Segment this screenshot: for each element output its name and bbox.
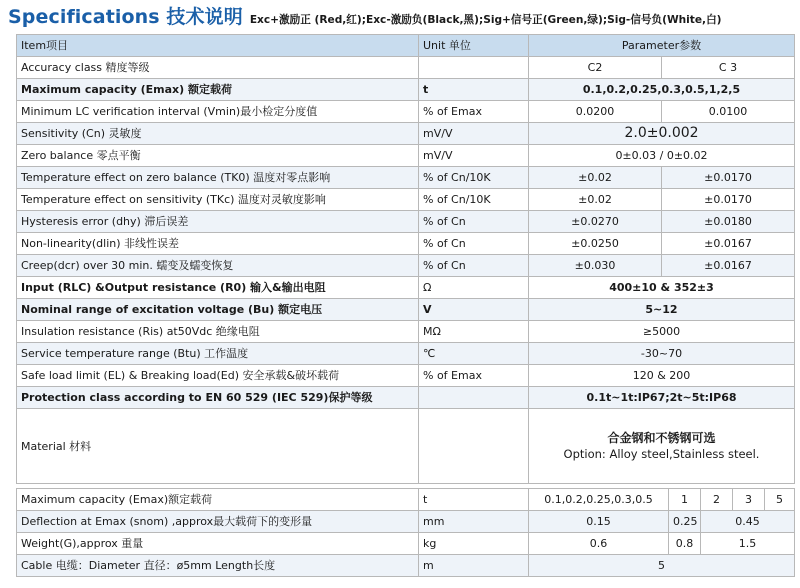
row-value: 5~12 <box>529 299 795 321</box>
row-value: 400±10 & 352±3 <box>529 277 795 299</box>
row-value-c2: ±0.02 <box>529 167 662 189</box>
row-unit: % of Emax <box>419 365 529 387</box>
table-row <box>17 511 795 533</box>
row-value: 0.8 <box>669 533 701 555</box>
row-value-c3: ±0.0170 <box>662 167 795 189</box>
row-label: Safe load limit (EL) & Breaking load(Ed) 安全承载&破坏载荷 <box>17 365 419 387</box>
row-label: Input (RLC) &Output resistance (R0) 输入&输出电阻 <box>17 277 419 299</box>
row-label: Temperature effect on zero balance (TK0) 温度对零点影响 <box>17 167 419 189</box>
table-row <box>17 299 795 321</box>
row-unit: mV/V <box>419 145 529 167</box>
row-unit <box>419 387 529 409</box>
row-value: 2 <box>701 489 733 511</box>
table-row <box>17 277 795 299</box>
table-row <box>17 79 795 101</box>
row-unit: % of Cn <box>419 233 529 255</box>
wiring-legend: Exc+激励正 (Red,红);Exc-激励负(Black,黑);Sig+信号正(Green,绿);Sig-信号负(White,白) <box>249 14 722 26</box>
row-label: Sensitivity (Cn) 灵敏度 <box>17 123 419 145</box>
row-unit: % of Cn <box>419 211 529 233</box>
row-label: Nominal range of excitation voltage (Bu) 额定电压 <box>17 299 419 321</box>
row-value: 0.1t~1t:IP67;2t~5t:IP68 <box>529 387 795 409</box>
row-value-c2: ±0.030 <box>529 255 662 277</box>
row-label: Temperature effect on sensitivity (TKc) 温度对灵敏度影响 <box>17 189 419 211</box>
row-value: 3 <box>733 489 765 511</box>
material-main: 合金钢和不锈钢可选 <box>607 430 716 445</box>
row-value: 1.5 <box>701 533 795 555</box>
table-row <box>17 123 795 145</box>
row-label: Cable 电缆：Diameter 直径：ø5mm Length长度 <box>17 555 419 577</box>
row-value: 0.1,0.2,0.25,0.3,0.5,1,2,5 <box>529 79 795 101</box>
row-label: Maximum capacity (Emax)额定载荷 <box>17 489 419 511</box>
table-header-row <box>17 35 795 57</box>
row-value-c3: ±0.0167 <box>662 233 795 255</box>
item-header: Item项目 <box>17 35 419 57</box>
row-value: 0.45 <box>701 511 795 533</box>
row-value: 5 <box>765 489 795 511</box>
row-unit: % of Cn/10K <box>419 189 529 211</box>
row-unit: mm <box>419 511 529 533</box>
row-value: 0.6 <box>529 533 669 555</box>
c2-header: C2 <box>529 57 662 79</box>
spec-table <box>16 34 795 484</box>
row-unit: % of Emax <box>419 101 529 123</box>
table-row <box>17 409 795 484</box>
row-value: 2.0±0.002 <box>529 123 795 145</box>
row-unit: % of Cn <box>419 255 529 277</box>
row-value-c2: ±0.0250 <box>529 233 662 255</box>
row-label: Material 材料 <box>17 409 419 484</box>
table-row <box>17 555 795 577</box>
table-row <box>17 145 795 167</box>
row-label: Hysteresis error (dhy) 滞后误差 <box>17 211 419 233</box>
row-value-c2: 0.0200 <box>529 101 662 123</box>
table-row <box>17 321 795 343</box>
row-value-c2: ±0.02 <box>529 189 662 211</box>
row-unit: kg <box>419 533 529 555</box>
c3-header: C 3 <box>662 57 795 79</box>
row-value: 120 & 200 <box>529 365 795 387</box>
table-row <box>17 387 795 409</box>
row-value: 0.25 <box>669 511 701 533</box>
material-cell <box>529 409 795 484</box>
table-row <box>17 101 795 123</box>
row-unit: ℃ <box>419 343 529 365</box>
row-label: Weight(G),approx 重量 <box>17 533 419 555</box>
row-unit: V <box>419 299 529 321</box>
row-unit: Ω <box>419 277 529 299</box>
row-unit: % of Cn/10K <box>419 167 529 189</box>
table-row <box>17 189 795 211</box>
row-value-c3: ±0.0170 <box>662 189 795 211</box>
row-label: Maximum capacity (Emax) 额定载荷 <box>17 79 419 101</box>
row-label: Protection class according to EN 60 529 (IEC 529)保护等级 <box>17 387 419 409</box>
table-row <box>17 489 795 511</box>
spec-header <box>8 2 722 30</box>
row-label: Creep(dcr) over 30 min. 蠕变及蠕变恢复 <box>17 255 419 277</box>
row-unit: t <box>419 79 529 101</box>
table-row <box>17 57 795 79</box>
row-label: Non-linearity(dlin) 非线性误差 <box>17 233 419 255</box>
unit-header: Unit 单位 <box>419 35 529 57</box>
table-row <box>17 167 795 189</box>
row-label: Deflection at Emax (snom) ,approx最大载荷下的变形量 <box>17 511 419 533</box>
capacity-table <box>16 488 795 577</box>
table-row <box>17 365 795 387</box>
row-label: Insulation resistance (Ris) at50Vdc 绝缘电阻 <box>17 321 419 343</box>
row-value-c3: ±0.0180 <box>662 211 795 233</box>
row-value: 5 <box>529 555 795 577</box>
page-title: Specifications 技术说明 <box>8 6 243 28</box>
row-unit: t <box>419 489 529 511</box>
row-value: 0.1,0.2,0.25,0.3,0.5 <box>529 489 669 511</box>
row-value-c2: ±0.0270 <box>529 211 662 233</box>
material-option: Option: Alloy steel,Stainless steel. <box>563 446 760 461</box>
row-label: Minimum LC verification interval (Vmin)最小检定分度值 <box>17 101 419 123</box>
table-row <box>17 343 795 365</box>
row-unit: mV/V <box>419 123 529 145</box>
table-row <box>17 533 795 555</box>
parameter-header: Parameter参数 <box>529 35 795 57</box>
row-label: Accuracy class 精度等级 <box>17 57 419 79</box>
row-value: 0.15 <box>529 511 669 533</box>
row-label: Zero balance 零点平衡 <box>17 145 419 167</box>
row-value: -30~70 <box>529 343 795 365</box>
row-value: ≥5000 <box>529 321 795 343</box>
row-value: 1 <box>669 489 701 511</box>
table-row <box>17 255 795 277</box>
row-value: 0±0.03 / 0±0.02 <box>529 145 795 167</box>
table-row <box>17 233 795 255</box>
row-unit: m <box>419 555 529 577</box>
row-unit: MΩ <box>419 321 529 343</box>
table-row <box>17 211 795 233</box>
row-value-c3: 0.0100 <box>662 101 795 123</box>
row-label: Service temperature range (Btu) 工作温度 <box>17 343 419 365</box>
row-value-c3: ±0.0167 <box>662 255 795 277</box>
